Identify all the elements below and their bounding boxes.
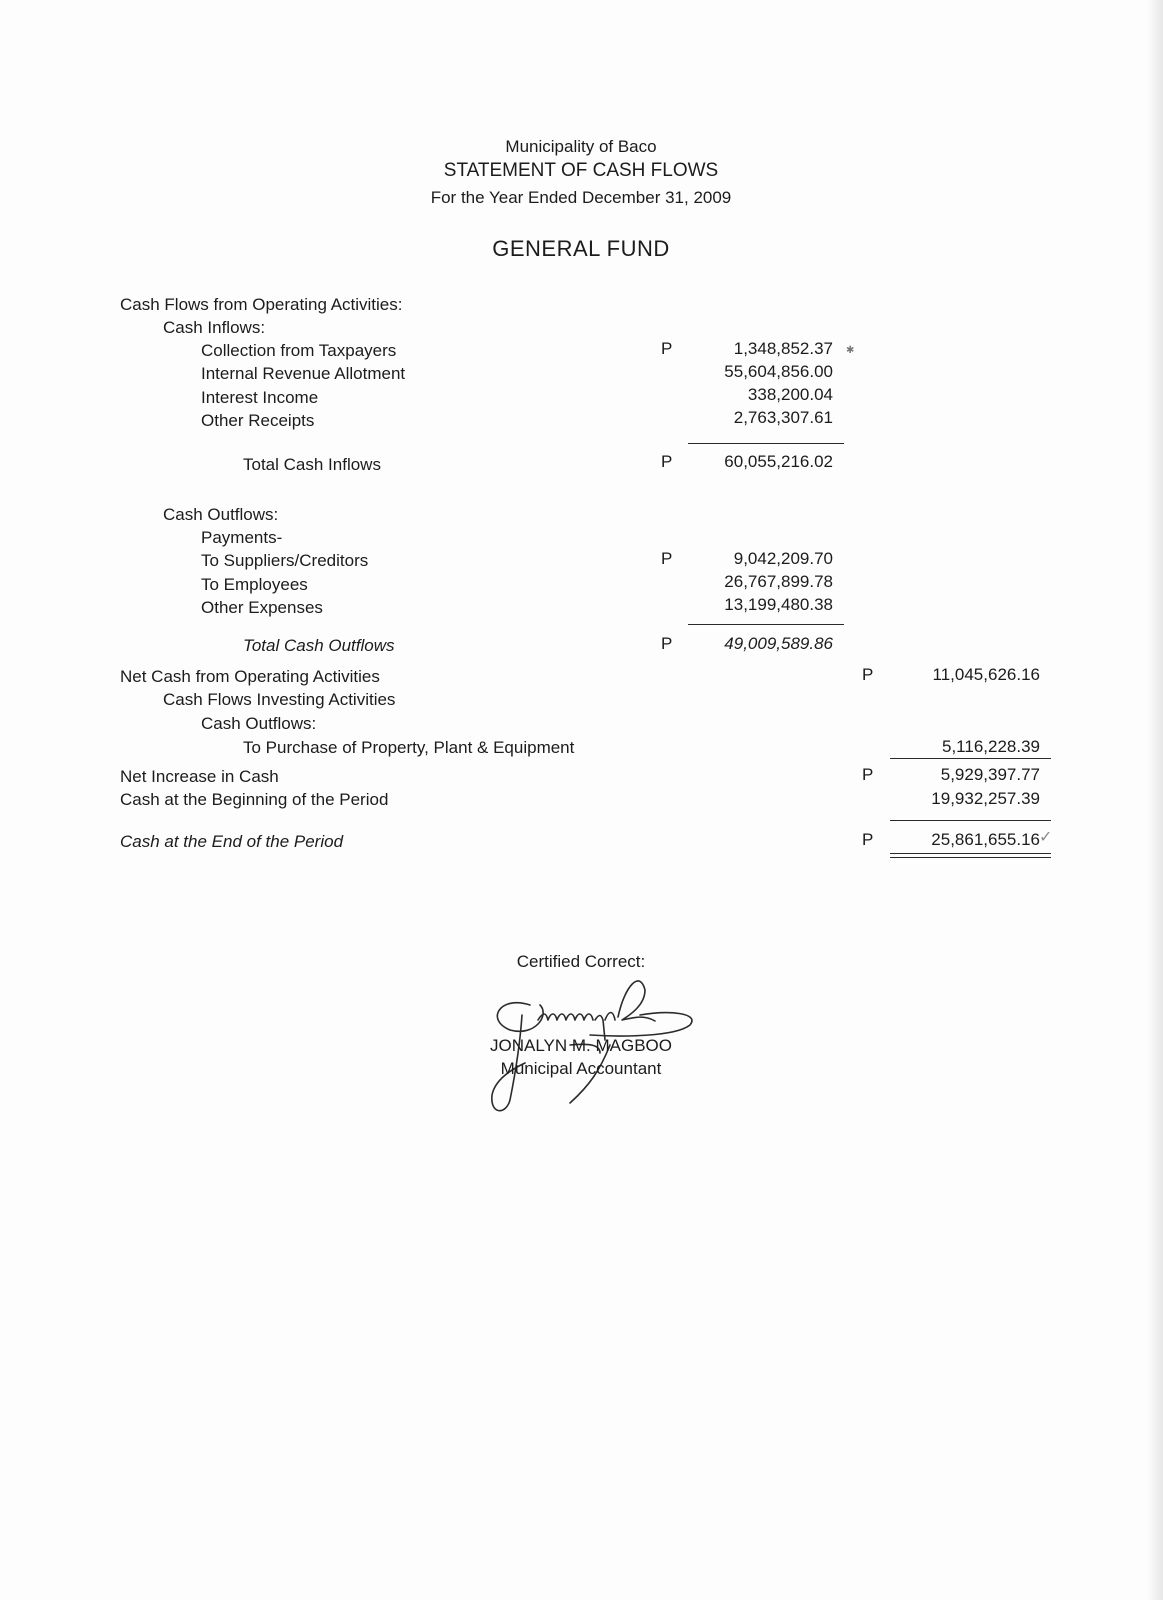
outflow-label: To Suppliers/Creditors <box>201 551 369 570</box>
inflow-label: Interest Income <box>201 388 319 407</box>
subtotal-rule <box>688 624 844 625</box>
inflow-amount: 1,348,852.37 <box>733 339 833 358</box>
statement-title: STATEMENT OF CASH FLOWS <box>443 160 719 181</box>
outflow-amount: 26,767,899.78 <box>724 572 833 591</box>
peso-sign: P <box>862 665 874 684</box>
total-outflows-amount: 49,009,589.86 <box>724 634 833 653</box>
statement-period: For the Year Ended December 31, 2009 <box>430 188 732 207</box>
double-rule-bottom <box>890 857 1051 858</box>
inflow-label: Collection from Taxpayers <box>201 341 397 360</box>
inflow-label: Other Receipts <box>201 411 315 430</box>
check-mark-icon: ✓ <box>1039 829 1053 846</box>
inflows-heading: Cash Inflows: <box>163 318 266 337</box>
end-cash-amount: 25,861,655.16 <box>931 830 1040 849</box>
net-operating-label: Net Cash from Operating Activities <box>120 667 380 686</box>
beginning-cash-label: Cash at the Beginning of the Period <box>120 790 389 809</box>
total-inflows-amount: 60,055,216.02 <box>724 452 833 471</box>
outflow-amount: 13,199,480.38 <box>724 595 833 614</box>
accountant-position: Municipal Accountant <box>500 1059 662 1078</box>
operating-heading: Cash Flows from Operating Activities: <box>120 295 403 314</box>
beginning-cash-amount: 19,932,257.39 <box>931 789 1040 808</box>
peso-sign: P <box>661 452 673 471</box>
accountant-name: JONALYN M. MAGBOO <box>490 1036 672 1055</box>
peso-sign: P <box>661 339 673 358</box>
inflow-amount: 338,200.04 <box>747 385 833 404</box>
outflows-heading: Cash Outflows: <box>163 505 279 524</box>
municipality-name: Municipality of Baco <box>505 137 657 156</box>
inflow-amount: 2,763,307.61 <box>733 408 833 427</box>
subtotal-rule <box>890 820 1051 821</box>
fund-title: GENERAL FUND <box>492 236 670 261</box>
payments-heading: Payments- <box>201 528 283 547</box>
investing-outflows-heading: Cash Outflows: <box>201 714 317 733</box>
total-outflows-label: Total Cash Outflows <box>243 636 395 655</box>
net-operating-amount: 11,045,626.16 <box>932 665 1040 684</box>
total-inflows-label: Total Cash Inflows <box>243 455 381 474</box>
peso-sign: P <box>661 549 673 568</box>
net-increase-label: Net Increase in Cash <box>120 767 279 786</box>
double-rule-top <box>890 853 1051 854</box>
inflow-label: Internal Revenue Allotment <box>201 364 406 383</box>
purchase-ppe-amount: 5,116,228.39 <box>942 737 1040 756</box>
certified-label: Certified Correct: <box>516 952 646 971</box>
tick-mark-icon: ✱ <box>846 345 855 356</box>
subtotal-rule <box>688 443 844 444</box>
peso-sign: P <box>862 830 874 849</box>
scan-edge-shadow <box>1147 0 1163 1600</box>
net-increase-amount: 5,929,397.77 <box>940 765 1040 784</box>
outflow-label: To Employees <box>201 575 308 594</box>
outflow-amount: 9,042,209.70 <box>733 549 833 568</box>
purchase-ppe-label: To Purchase of Property, Plant & Equipment <box>243 738 575 757</box>
end-cash-label: Cash at the End of the Period <box>120 832 344 851</box>
subtotal-rule <box>890 758 1051 759</box>
peso-sign: P <box>661 634 673 653</box>
inflow-amount: 55,604,856.00 <box>724 362 833 381</box>
investing-heading: Cash Flows Investing Activities <box>163 690 396 709</box>
peso-sign: P <box>862 765 874 784</box>
outflow-label: Other Expenses <box>201 598 323 617</box>
